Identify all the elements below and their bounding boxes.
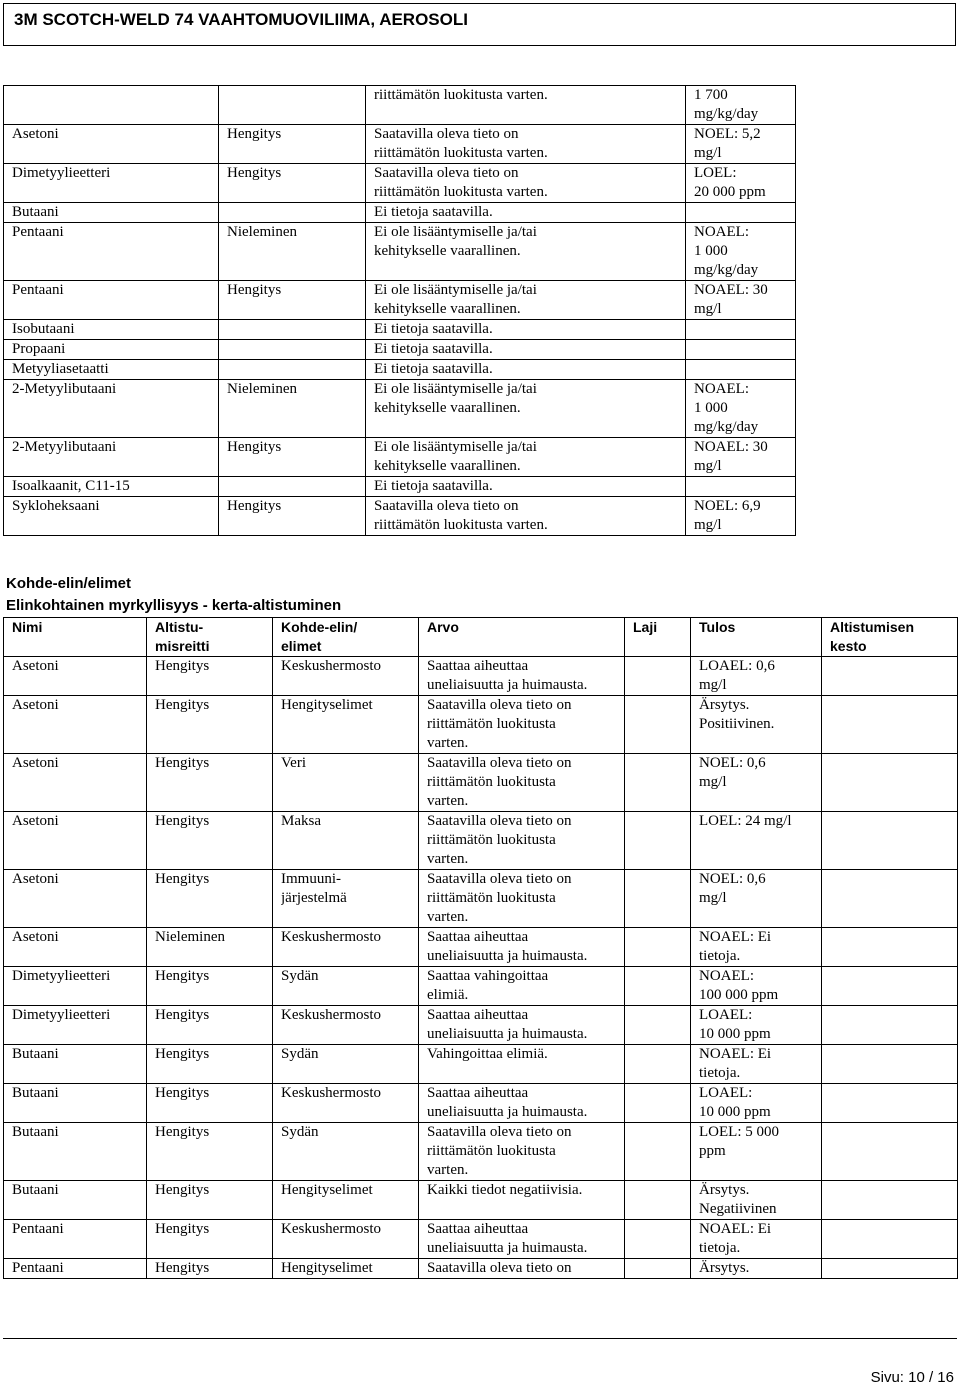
cell-substance: Asetoni [4,870,147,928]
cell-blank [796,164,958,203]
section-heading-target-organs: Kohde-elin/elimet [6,575,132,592]
cell-route: Hengitys [147,696,273,754]
cell-result: NOAEL: Ei tietoja. [691,928,822,967]
cell-duration [822,754,958,812]
cell-route: Hengitys [147,812,273,870]
cell-result: LOAEL: 10 000 ppm [691,1084,822,1123]
cell-organ: Immuuni- järjestelmä [273,870,419,928]
cell-species [625,812,691,870]
cell-route: Nieleminen [147,928,273,967]
cell-substance: Asetoni [4,812,147,870]
cell-organ: Keskushermosto [273,1084,419,1123]
cell-species [625,870,691,928]
cell-result: NOEL: 0,6 mg/l [691,870,822,928]
cell-organ: Sydän [273,1045,419,1084]
cell-substance: Sykloheksaani [4,497,219,536]
table-row [4,125,958,164]
cell-blank [796,380,958,438]
cell-species [625,967,691,1006]
cell-species [625,1220,691,1259]
cell-route: Hengitys [147,1045,273,1084]
cell-substance: Asetoni [4,696,147,754]
cell-result: NOAEL: 30 mg/l [686,281,796,320]
cell-organ: Hengityselimet [273,1181,419,1220]
cell-route: Hengitys [147,870,273,928]
cell-organ: Keskushermosto [273,657,419,696]
cell-organ: Sydän [273,1123,419,1181]
cell-value: Saatavilla oleva tieto on riittämätön luokitusta varten. [366,125,686,164]
cell-value: Ei ole lisääntymiselle ja/tai kehitykselle vaarallinen. [366,438,686,477]
cell-value: Saatavilla oleva tieto on riittämätön luokitusta varten. [366,164,686,203]
cell-value: Saatavilla oleva tieto on [419,1259,625,1279]
header-name: Nimi [4,618,147,657]
cell-organ: Hengityselimet [273,696,419,754]
cell-duration [822,928,958,967]
cell-route [219,340,366,360]
cell-blank [796,438,958,477]
cell-species [625,1181,691,1220]
cell-organ: Keskushermosto [273,928,419,967]
document-title: 3M SCOTCH-WELD 74 VAAHTOMUOVILIIMA, AEROSOLI [14,10,468,29]
cell-value: Ei tietoja saatavilla. [366,360,686,380]
cell-duration [822,1220,958,1259]
cell-result [686,360,796,380]
cell-organ: Veri [273,754,419,812]
cell-route: Nieleminen [219,380,366,438]
cell-blank [796,320,958,340]
cell-blank [796,477,958,497]
cell-value: Saattaa aiheuttaa uneliaisuutta ja huimausta. [419,928,625,967]
cell-blank [796,86,958,125]
cell-route: Nieleminen [219,223,366,281]
header-route: Altistu- misreitti [147,618,273,657]
cell-route: Hengitys [147,754,273,812]
cell-blank [796,497,958,536]
cell-result [686,203,796,223]
cell-value: Saattaa aiheuttaa uneliaisuutta ja huimausta. [419,1220,625,1259]
cell-value: Saattaa aiheuttaa uneliaisuutta ja huimausta. [419,1084,625,1123]
table-row [4,86,958,125]
header-duration: Altistumisen kesto [822,618,958,657]
cell-blank [796,360,958,380]
cell-result: LOEL: 24 mg/l [691,812,822,870]
single-exposure-table [3,617,958,1279]
toxicity-table-continued [3,85,958,536]
cell-result: NOAEL: Ei tietoja. [691,1220,822,1259]
cell-result: LOAEL: 0,6 mg/l [691,657,822,696]
cell-route [219,320,366,340]
cell-substance: Butaani [4,1181,147,1220]
table-row [4,281,958,320]
cell-substance: Pentaani [4,281,219,320]
cell-substance: Dimetyylieetteri [4,164,219,203]
table-row [4,1006,958,1045]
cell-result: Ärsytys. Negatiivinen [691,1181,822,1220]
cell-value: Ei tietoja saatavilla. [366,320,686,340]
cell-substance: Pentaani [4,1259,147,1279]
cell-blank [796,281,958,320]
cell-duration [822,870,958,928]
table-row [4,380,958,438]
cell-duration [822,1045,958,1084]
cell-result [686,340,796,360]
cell-substance: Propaani [4,340,219,360]
cell-result [686,320,796,340]
cell-substance: Butaani [4,1123,147,1181]
cell-value: Saatavilla oleva tieto on riittämätön luokitusta varten. [419,754,625,812]
cell-route: Hengitys [147,1084,273,1123]
header-result: Tulos [691,618,822,657]
cell-route [219,360,366,380]
cell-value: Saatavilla oleva tieto on riittämätön luokitusta varten. [419,696,625,754]
cell-route [219,477,366,497]
cell-substance: Isoalkaanit, C11-15 [4,477,219,497]
cell-blank [796,223,958,281]
table-row [4,203,958,223]
cell-substance: Asetoni [4,657,147,696]
table-row [4,967,958,1006]
cell-duration [822,812,958,870]
table-row [4,696,958,754]
cell-value: Ei tietoja saatavilla. [366,477,686,497]
cell-organ: Hengityselimet [273,1259,419,1279]
cell-route: Hengitys [219,497,366,536]
cell-result: NOEL: 0,6 mg/l [691,754,822,812]
cell-organ: Maksa [273,812,419,870]
cell-substance: Asetoni [4,125,219,164]
cell-value: Saatavilla oleva tieto on riittämätön luokitusta varten. [419,812,625,870]
cell-duration [822,657,958,696]
cell-substance: Asetoni [4,754,147,812]
cell-species [625,1259,691,1279]
table-row [4,1220,958,1259]
table-row [4,320,958,340]
cell-species [625,754,691,812]
table-row [4,340,958,360]
cell-duration [822,967,958,1006]
cell-result: LOEL: 20 000 ppm [686,164,796,203]
table-row [4,477,958,497]
cell-result: NOAEL: Ei tietoja. [691,1045,822,1084]
cell-result: Ärsytys. Positiivinen. [691,696,822,754]
table-row [4,164,958,203]
cell-result: NOAEL: 1 000 mg/kg/day [686,223,796,281]
cell-species [625,928,691,967]
cell-result: NOAEL: 30 mg/l [686,438,796,477]
cell-duration [822,1006,958,1045]
cell-substance: Metyyliasetaatti [4,360,219,380]
cell-species [625,1123,691,1181]
cell-duration [822,1123,958,1181]
table-row [4,438,958,477]
table-row [4,1259,958,1279]
table-row [4,928,958,967]
cell-duration [822,1084,958,1123]
cell-route: Hengitys [147,1006,273,1045]
table-row [4,360,958,380]
cell-route: Hengitys [147,1123,273,1181]
cell-route: Hengitys [219,164,366,203]
cell-value: Saatavilla oleva tieto on riittämätön luokitusta varten. [419,1123,625,1181]
header-species: Laji [625,618,691,657]
cell-blank [796,125,958,164]
cell-substance: Isobutaani [4,320,219,340]
cell-route [219,86,366,125]
section-heading-single-exposure: Elinkohtainen myrkyllisyys - kerta-altistuminen [6,597,342,614]
cell-value: Ei tietoja saatavilla. [366,340,686,360]
cell-value: Ei tietoja saatavilla. [366,203,686,223]
cell-substance: Butaani [4,1084,147,1123]
cell-blank [796,340,958,360]
header-value: Arvo [419,618,625,657]
cell-organ: Sydän [273,967,419,1006]
cell-substance: Asetoni [4,928,147,967]
cell-substance: Butaani [4,203,219,223]
cell-route: Hengitys [219,281,366,320]
table-row [4,812,958,870]
cell-result: Ärsytys. [691,1259,822,1279]
cell-value: Saattaa vahingoittaa elimiä. [419,967,625,1006]
cell-result [686,477,796,497]
cell-route: Hengitys [147,1181,273,1220]
table-header-row [4,618,958,657]
cell-substance [4,86,219,125]
cell-species [625,1045,691,1084]
cell-value: Saattaa aiheuttaa uneliaisuutta ja huimausta. [419,1006,625,1045]
cell-value: Saatavilla oleva tieto on riittämätön luokitusta varten. [419,870,625,928]
cell-route: Hengitys [147,1220,273,1259]
table-row [4,870,958,928]
cell-value: Kaikki tiedot negatiivisia. [419,1181,625,1220]
cell-value: Vahingoittaa elimiä. [419,1045,625,1084]
cell-organ: Keskushermosto [273,1220,419,1259]
cell-value: Ei ole lisääntymiselle ja/tai kehitykselle vaarallinen. [366,380,686,438]
table-row [4,657,958,696]
cell-value: riittämätön luokitusta varten. [366,86,686,125]
cell-value: Ei ole lisääntymiselle ja/tai kehitykselle vaarallinen. [366,223,686,281]
cell-species [625,1006,691,1045]
table-row [4,223,958,281]
cell-substance: 2-Metyylibutaani [4,438,219,477]
cell-value: Saatavilla oleva tieto on riittämätön luokitusta varten. [366,497,686,536]
table-row [4,1123,958,1181]
cell-route: Hengitys [219,125,366,164]
cell-result: LOAEL: 10 000 ppm [691,1006,822,1045]
cell-result: NOAEL: 1 000 mg/kg/day [686,380,796,438]
cell-route [219,203,366,223]
cell-route: Hengitys [219,438,366,477]
cell-route: Hengitys [147,657,273,696]
document-header [3,3,956,46]
page-number: Sivu: 10 / 16 [870,1369,954,1386]
cell-result: LOEL: 5 000 ppm [691,1123,822,1181]
table-row [4,754,958,812]
cell-result: NOEL: 5,2 mg/l [686,125,796,164]
cell-blank [796,203,958,223]
cell-duration [822,1259,958,1279]
cell-route: Hengitys [147,1259,273,1279]
cell-species [625,1084,691,1123]
cell-species [625,696,691,754]
cell-result: 1 700 mg/kg/day [686,86,796,125]
cell-substance: Butaani [4,1045,147,1084]
cell-substance: Pentaani [4,223,219,281]
cell-value: Saattaa aiheuttaa uneliaisuutta ja huimausta. [419,657,625,696]
cell-substance: Dimetyylieetteri [4,967,147,1006]
cell-result: NOAEL: 100 000 ppm [691,967,822,1006]
table-row [4,1045,958,1084]
footer-divider [3,1338,957,1339]
table-row [4,1084,958,1123]
cell-duration [822,1181,958,1220]
cell-route: Hengitys [147,967,273,1006]
cell-substance: 2-Metyylibutaani [4,380,219,438]
table-row [4,1181,958,1220]
cell-organ: Keskushermosto [273,1006,419,1045]
cell-species [625,657,691,696]
cell-result: NOEL: 6,9 mg/l [686,497,796,536]
cell-substance: Pentaani [4,1220,147,1259]
table-row [4,497,958,536]
header-organ: Kohde-elin/ elimet [273,618,419,657]
cell-substance: Dimetyylieetteri [4,1006,147,1045]
cell-duration [822,696,958,754]
cell-value: Ei ole lisääntymiselle ja/tai kehitykselle vaarallinen. [366,281,686,320]
